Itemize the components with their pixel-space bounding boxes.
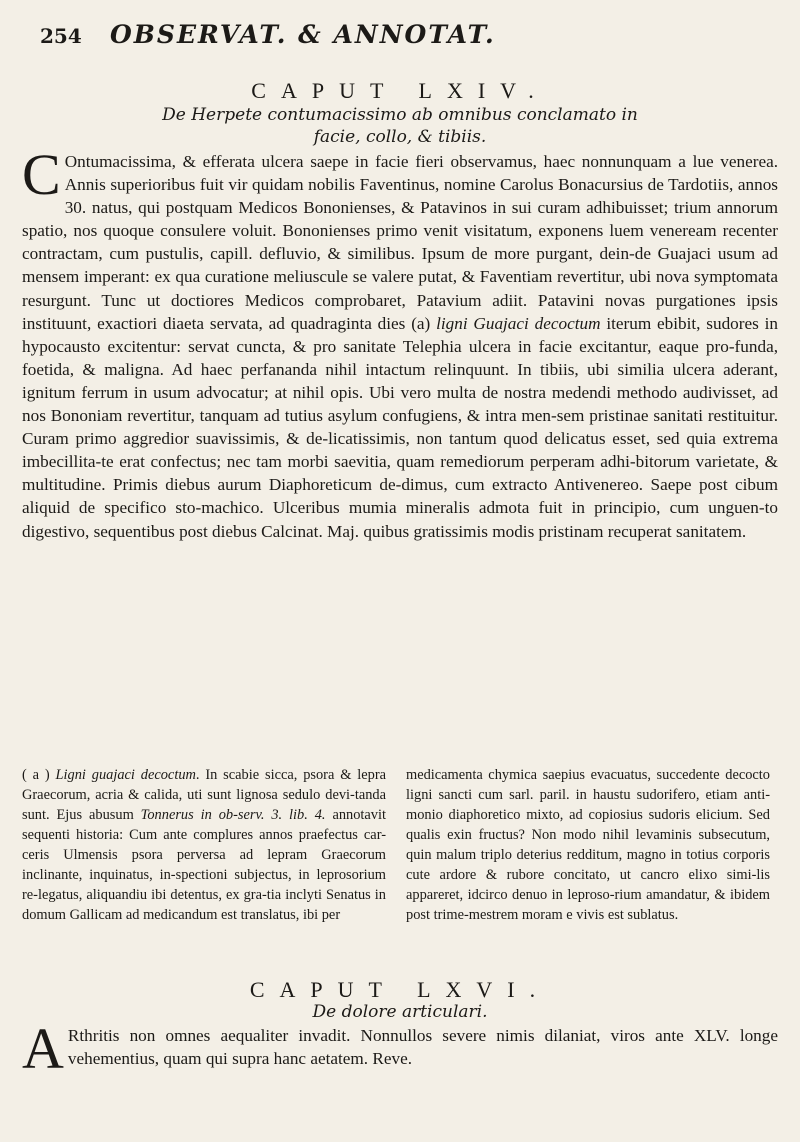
footnote-left-column bbox=[22, 765, 386, 925]
footnote-right-column: medicamenta chymica saepius evacuatus, succedente decocto ligni sancti cum sarl. paril. in haustu sudorifero, etiam anti-monio diaphoretico mixto, ad copiosius sudoris elicium. Sed qualis exin fructus? Non modo nihil levaminis subsecutum, quin malum triplo deterius redditum, magno in totius corporis cute ardore & rubore concitato, ut cancro elixo simi-lis appareret, idcirco denuo in leproso-rium amandatur, & ibidem post trime-mestrem moram e vivis est sublatus. bbox=[406, 767, 770, 923]
chapter-subtitle bbox=[40, 104, 760, 148]
chapter2-text: Rthritis non omnes aequaliter invadit. Nonnullos severe nimis dilaniat, viros ante XLV. longe vehementius, quam qui supra hanc aetatem. Reve. bbox=[67, 1026, 778, 1069]
page-header bbox=[40, 18, 760, 58]
body-italic-term: ligni Guajaci decoctum bbox=[436, 313, 601, 333]
chapter-heading: CAPUT LXIV. bbox=[251, 78, 549, 103]
footnote-left-text-2: annotavit sequenti historia: Cum ante complures annos praefectus car-ceris Ulmensis psora perversa ad lepram Graecorum inclinante, inquinatus, in-spectioni subjectus, in leprosorium re-legatus, aliquandiu ibi detentus, ex gra-tia inclyti Senatus in domum Gallicam ad medicandum est translatus, ibi per bbox=[22, 807, 386, 923]
chapter-subtitle-line1: De Herpete contumacissimo ab omnibus conclamato in bbox=[162, 105, 638, 125]
drop-cap-2: A bbox=[22, 1016, 64, 1081]
chapter-subtitle-line2: facie, collo, & tibiis. bbox=[313, 127, 487, 147]
chapter-body bbox=[22, 142, 778, 543]
page-number: 254 bbox=[40, 24, 82, 48]
drop-cap: C bbox=[22, 142, 61, 207]
running-head: OBSERVAT. & ANNOTAT. bbox=[110, 20, 496, 49]
footnote-left-text: . In scabie sicca, psora & lepra Graecorum, acria & calida, uti sunt lignosa sedulo devi-tanda sunt. Ejus abusum bbox=[22, 767, 387, 823]
footnotes bbox=[22, 765, 778, 975]
footnote-citation: Tonnerus in ob-serv. 3. lib. 4. bbox=[140, 807, 326, 823]
chapter2-body bbox=[22, 1016, 778, 1081]
footnote-italic-term: Ligni guajaci decoctum bbox=[55, 767, 196, 783]
chapter2-subtitle: De dolore articulari. bbox=[312, 1002, 488, 1022]
footnote-marker: ( a ) bbox=[22, 767, 56, 783]
body-text-2: iterum ebibit, sudores in hypocausto excitentur: servat cuncta, & pro sanitate Telephia ulcera in facie excitantur, eaque pro-funda, foetida, & maligna. Ad haec perfananda nihil intactum relinquunt. In tibiis, ubi similia ulcera aderant, ignitum ferrum in usum advocatur; at nihil opis. Ubi vero multa de nostra medendi methodo audivisset, ad nos Bononiam revertitur, tanquam ad tutius asylum confugiens, & intra men-sem pristinae sanitati restituitur. Curam primo aggredior suavissimis, & de-licatissimis, non tantum quod delicatus esset, sed quia extrema imbecillita-te erat confectus; nec tam morbi saevitia, quam remediorum perperam adhi-bitorum varietate, & multitudine. Primis diebus aurum Diaphoreticum de-dimus, cum extracto Antivenereo. Saepe post cibum aliquid de specifico sto-machico. Ulceribus mumia mineralis admota fuit in principio, cum unguen-to digestivo, sequentibus post diebus Calcinat. Maj. quibus gratissimis modis pristinam recuperat sanitatem. bbox=[22, 313, 778, 541]
chapter2-heading: CAPUT LXVI. bbox=[249, 977, 551, 1002]
body-text-1: Ontumacissima, & efferata ulcera saepe in facie fieri observamus, haec nonnunquam a lue venerea. Annis superioribus fuit vir quidam nobilis Faventinus, nomine Carolus Bonacursius de Tardotiis, annos 30. natus, qui postquam Medicos Bononienses, & Patavinos in sui curam adhibuisset; trium annorum spatio, nos quoque consulere voluit. Bononienses primo venit visitatum, exponens luem veneream recenter contractam, cum pustulis, capill. defluvio, & similibus. Ipsum de more purgant, dein-de Guajaci usum ad mensem imperant: ex qua curatione meliusculе se valere putat, & Faventiam revertitur, ubi nova symptomata resurgunt. Tunc ut doctiores Medicos comprobaret, Patavium adiit. Patavini novas purgationes ipsis instituunt, exactiori diaeta servata, ad quadraginta dies (a) bbox=[22, 152, 778, 333]
